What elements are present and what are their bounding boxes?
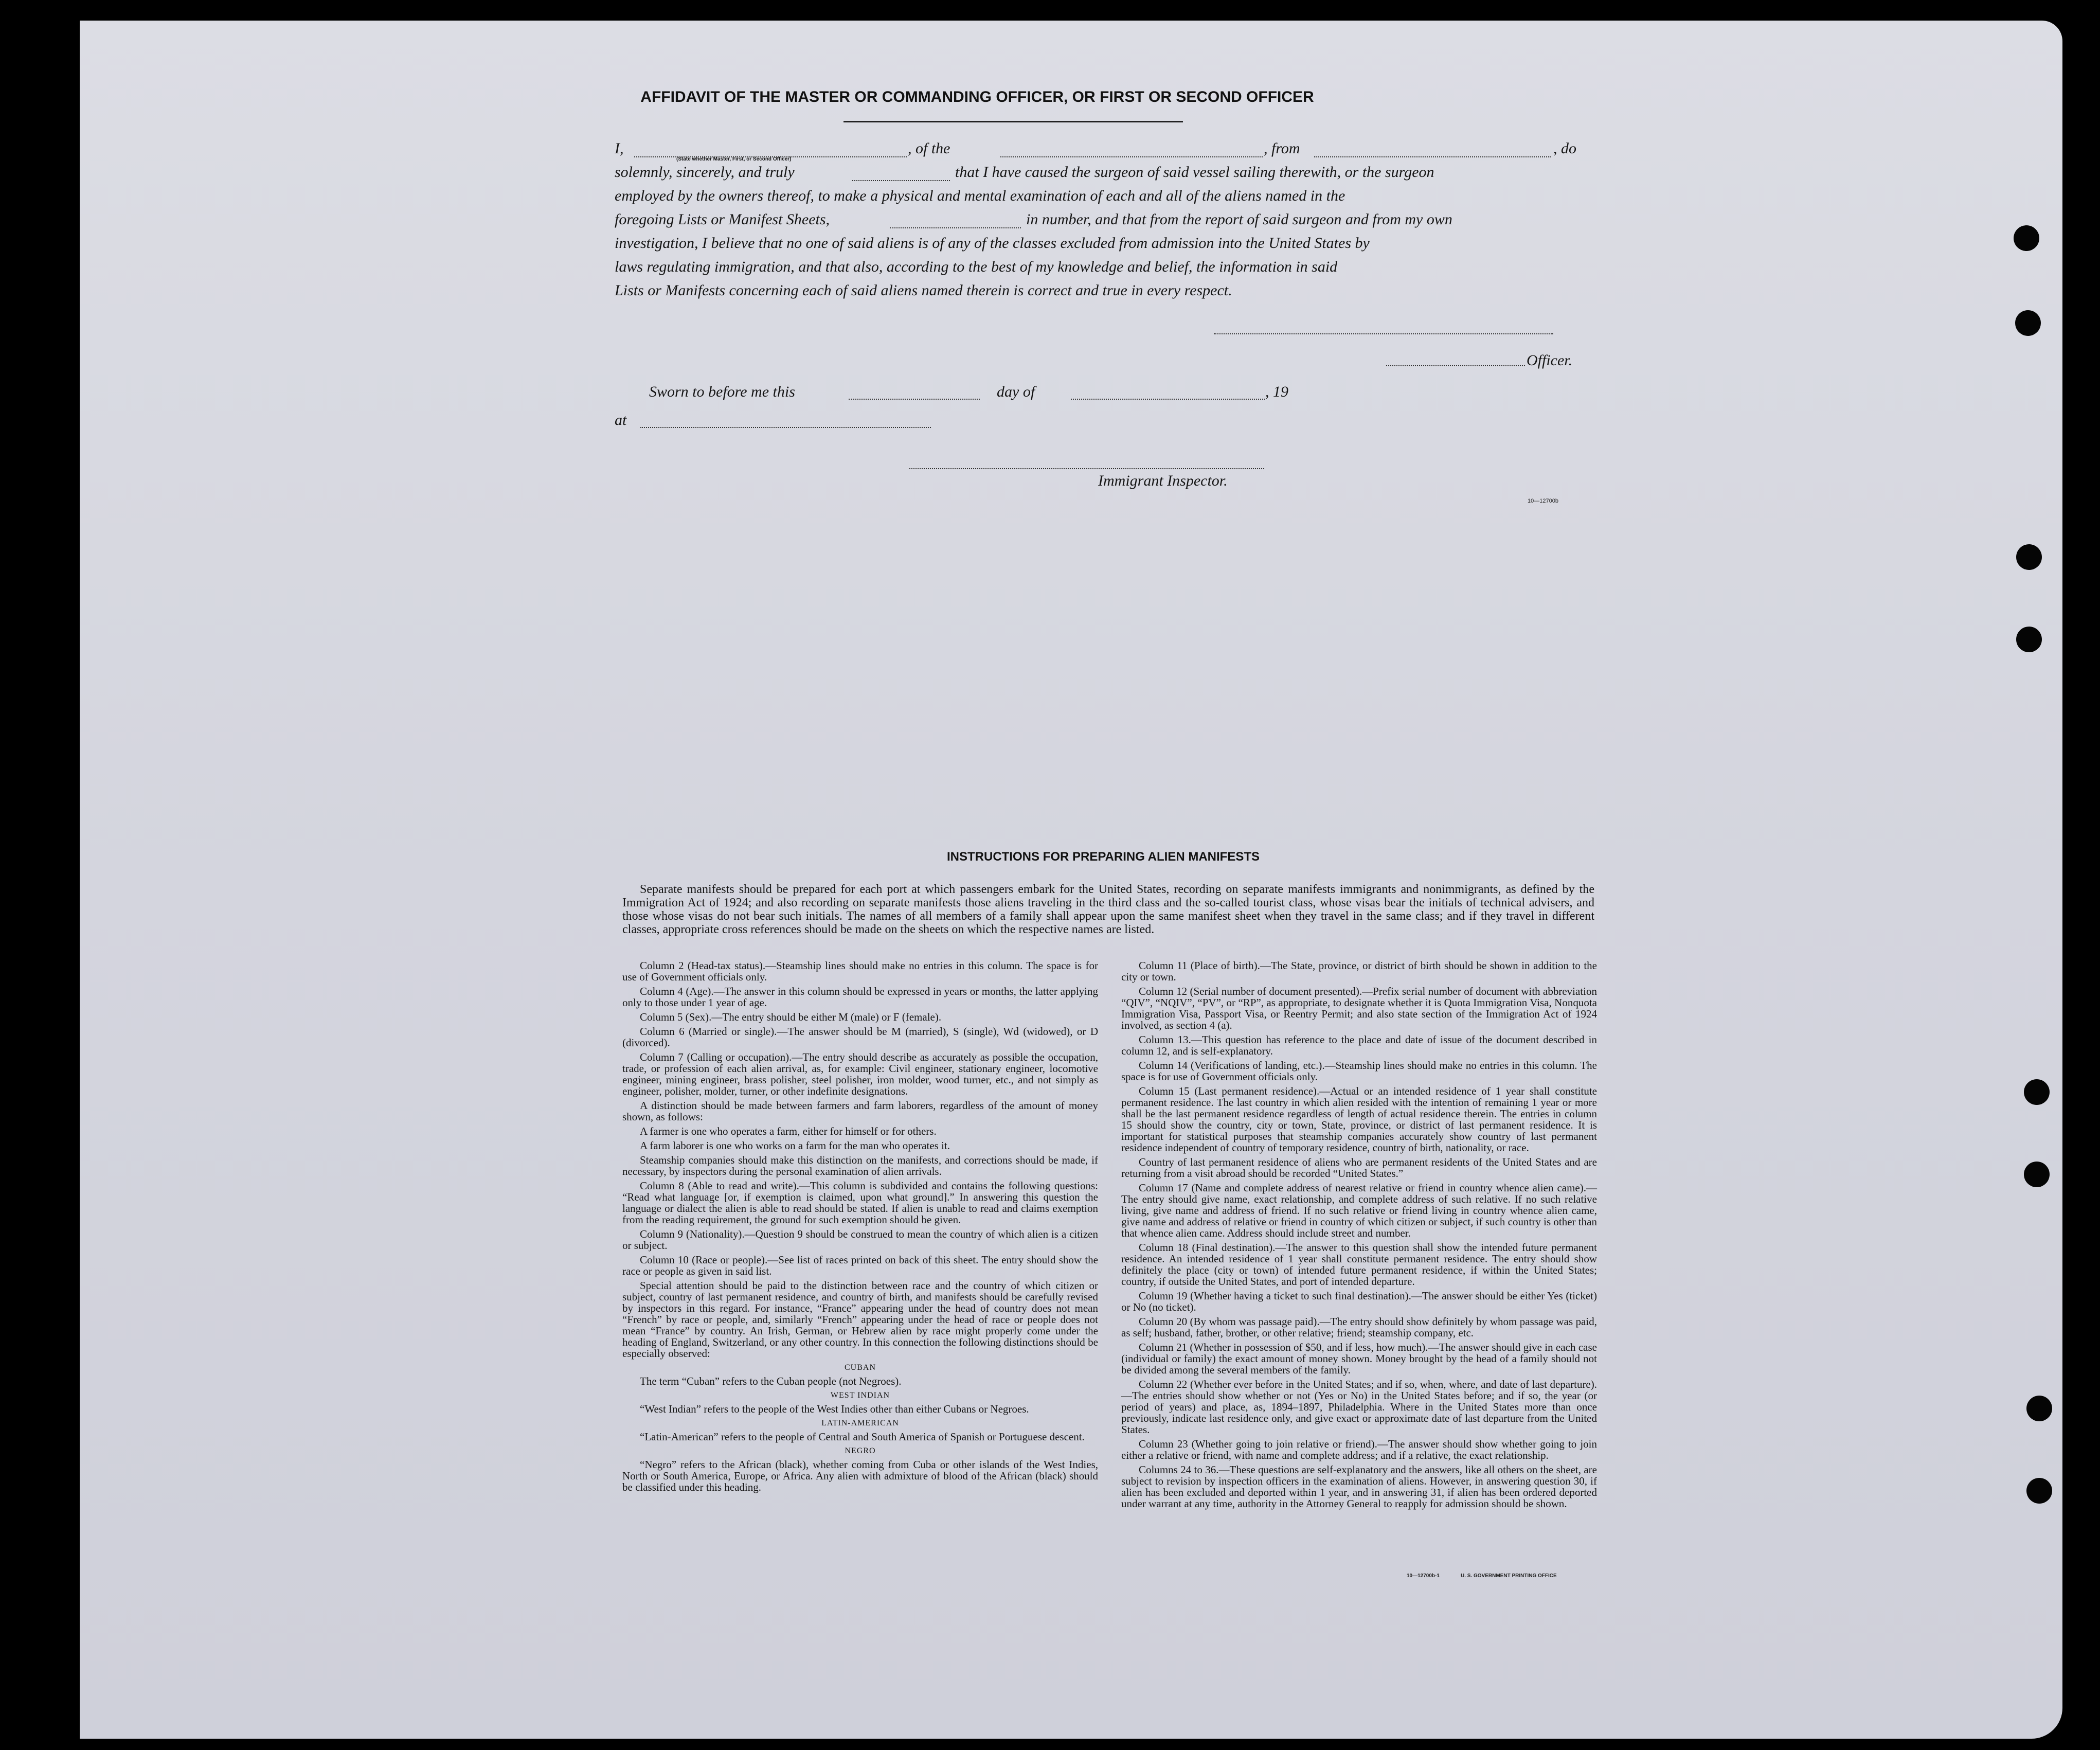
negro-heading: NEGRO — [845, 1447, 876, 1455]
column-7-note: Column 7 (Calling or occupation).—The entry should describe as accurately as possible the occupation, trade, or profession of each alien arrival, as, for example: Civil engineer, stationary engineer, locomotive engineer, mining engineer, brass polisher, steel polisher, iron molder, wood turner, etc., and not simply as engineer, polisher, molder, turner, or other indefinite designations. — [622, 1051, 1098, 1097]
binder-hole — [2016, 627, 2042, 652]
negro-note: “Negro” refers to the African (black), whether coming from Cuba or other islands of the West Indies, North or South America, Europe, or Africa. Any alien with admixture of blood of the African (black) should be classified under this heading. — [622, 1458, 1098, 1493]
binder-hole — [2016, 544, 2042, 570]
column-19-note: Column 19 (Whether having a ticket to such final destination).—The answer should be either Yes (ticket) or No (no ticket). — [1121, 1290, 1597, 1313]
binder-hole — [2026, 1396, 2052, 1421]
column-21-note: Column 21 (Whether in possession of $50, and if less, how much).—The answer should give in each case (individual or family) the exact amount of money shown. Money brought by the head of a family should not be divided among the several members of the family. — [1121, 1341, 1597, 1376]
inspector-signature-line[interactable] — [909, 468, 1264, 469]
affidavit-body — [615, 140, 1587, 371]
farmer-note: A farmer is one who operates a farm, either for himself or for others. — [640, 1125, 937, 1137]
affidavit-do: , do — [1553, 140, 1576, 157]
oath-field[interactable] — [852, 180, 950, 181]
instructions-left-column — [622, 960, 1098, 1496]
affidavit-line-4b: in number, and that from the report of said surgeon and from my own — [1026, 211, 1452, 228]
at-label: at — [615, 412, 627, 428]
affidavit-line-7: Lists or Manifests concerning each of said aliens named therein is correct and true in every respect. — [615, 282, 1232, 299]
steamship-note: Steamship companies should make this distinction on the manifests, and corrections should be made, if necessary, by inspectors during the personal examination of alien arrivals. — [622, 1154, 1098, 1177]
column-20-note: Column 20 (By whom was passage paid).—The entry should show definitely by whom passage was paid, as self; husband, father, brother, or other relative; friend; steamship company, etc. — [1121, 1315, 1597, 1339]
column-8-note: Column 8 (Able to read and write).—This column is subdivided and contains the following questions: “Read what language [or, if exemption is claimed, upon what ground].” In answering this question the language or dialect the alien is able to read should be stated. If alien is unable to read and claims exemption from the reading requirement, the ground for such exemption should be given. — [622, 1180, 1098, 1226]
binder-hole — [2024, 1079, 2050, 1105]
column-12-note: Column 12 (Serial number of document presented).—Prefix serial number of document with abbreviation “QIV”, “NQIV”, “PV”, or “RP”, as appropriate, to designate whether it is Quota Immigration Visa, Nonquota Immigration Visa, Passport Visa, or Reentry Permit; and also state section of the Immigration Act of 1924 involved, as section 4 (a). — [1121, 985, 1597, 1031]
column-15-returning-note: Country of last permanent residence of aliens who are permanent residents of the United States and are returning from a visit abroad should be recorded “United States.” — [1121, 1156, 1597, 1180]
binder-hole — [2024, 1162, 2050, 1187]
columns-24-36-note: Columns 24 to 36.—These questions are self-explanatory and the answers, like all others on the sheet, are subject to revision by inspection officers in the examination of aliens. However, in answering question 30, if alien has been excluded and deported within 1 year, and in answering 31, if alien has been ordered deported under warrant at any time, authority in the Attorney General to reapply for admission should be shown. — [1121, 1463, 1597, 1510]
column-9-note: Column 9 (Nationality).—Question 9 should be construed to mean the country of which alien is a citizen or subject. — [622, 1228, 1098, 1252]
column-2-note: Column 2 (Head-tax status).—Steamship lines should make no entries in this column. The space is for use of Government officials only. — [622, 959, 1098, 983]
column-11-note: Column 11 (Place of birth).—The State, province, or district of birth should be shown in addition to the city or town. — [1121, 959, 1597, 983]
affidavit-line-3: employed by the owners thereof, to make a physical and mental examination of each and all of the aliens named in the — [615, 187, 1345, 204]
affidavit-i: I, — [615, 140, 624, 157]
farm-laborer-note: A farm laborer is one who works on a farm for the man who operates it. — [640, 1139, 950, 1152]
inspector-label: Immigrant Inspector. — [1098, 472, 1228, 489]
column-10-note: Column 10 (Race or people).—See list of races printed on back of this sheet. The entry should show the race or people as given in said list. — [622, 1254, 1098, 1277]
sworn-day-field[interactable] — [849, 399, 980, 400]
cuban-note: The term “Cuban” refers to the Cuban people (not Negroes). — [640, 1375, 902, 1387]
affidavit-of-the: , of the — [908, 140, 950, 157]
binder-hole — [2014, 225, 2039, 251]
rank-hint: (State whether Master, First, or Second Officer) — [676, 156, 792, 162]
column-5-note: Column 5 (Sex).—The entry should be either M (male) or F (female). — [640, 1011, 942, 1023]
instructions-intro — [622, 883, 1594, 939]
farm-distinction-note: A distinction should be made between farmers and farm laborers, regardless of the amount of money shown, as follows: — [622, 1099, 1098, 1123]
column-22-note: Column 22 (Whether ever before in the United States; and if so, when, where, and date of last departure).—The entries should show whether or not (Yes or No) in the United States before; and if so, the year (or period of years) and place, as, 1894–1897, Philadelphia. Where in the United States more than once previously, indicate last residence only, and give exact or approximate date of last departure from the United States. — [1121, 1378, 1597, 1436]
day-of-label: day of — [997, 383, 1035, 400]
instructions-right-column — [1121, 960, 1597, 1512]
affidavit-line-6: laws regulating immigration, and that also, according to the best of my knowledge and belief, the information in said — [615, 258, 1338, 275]
officer-line[interactable] — [1386, 365, 1525, 366]
footer-form-code: 10—12700b-1 — [1407, 1573, 1440, 1579]
affidavit-line-5: investigation, I believe that no one of said aliens is of any of the classes excluded from admission into the United States by — [615, 235, 1370, 252]
binder-hole — [2026, 1478, 2052, 1504]
at-place-field[interactable] — [640, 427, 931, 428]
affidavit-title: AFFIDAVIT OF THE MASTER OR COMMANDING OFFICER, OR FIRST OR SECOND OFFICER — [640, 88, 1314, 105]
column-6-note: Column 6 (Married or single).—The answer should be M (married), S (single), Wd (widowed), or D (divorced). — [622, 1025, 1098, 1049]
affidavit-line-2b: that I have caused the surgeon of said vessel sailing therewith, or the surgeon — [955, 164, 1434, 181]
cuban-heading: CUBAN — [844, 1363, 876, 1372]
column-23-note: Column 23 (Whether going to join relative or friend).—The answer should show whether going to join either a relative or friend, with name and complete address; and if a relative, the exact relationship. — [1121, 1438, 1597, 1461]
footer-printing-office: U. S. GOVERNMENT PRINTING OFFICE — [1461, 1573, 1557, 1579]
port-field[interactable] — [1314, 156, 1551, 157]
sworn-month-field[interactable] — [1071, 399, 1265, 400]
intro-text: Separate manifests should be prepared for each port at which passengers embark for the United States, recording on separate manifests immigrants and nonimmigrants, as defined by the Immigration Act of 1924; and also recording on separate manifests those aliens traveling in the third class and the so-called tourist class, whose visas bear the initials of technical advisers, and those whose visas do not bear such initials. The names of all members of a family shall appear upon the same manifest sheet when they travel in the same class; and if they travel in different classes, appropriate cross references should be made on the sheets on which the respective names are listed. — [622, 883, 1594, 936]
column-15-note: Column 15 (Last permanent residence).—Actual or an intended residence of 1 year shall constitute permanent residence. The last country in which alien resided with the intention of remaining 1 year or more shall be the last permanent residence regardless of length of actual residence therein. The entries in column 15 should show the country, city or town, State, province, or district of last permanent residence. It is important for statistical purposes that steamship companies accurately show country of last permanent residence independent of country of temporary residence, country of birth, nationality, or race. — [1121, 1085, 1597, 1154]
sworn-label: Sworn to before me this — [649, 383, 795, 400]
binder-hole — [2015, 310, 2041, 336]
officer-label: Officer. — [1527, 352, 1573, 369]
sheet-count-field[interactable] — [890, 227, 1021, 228]
affidavit-line-4a: foregoing Lists or Manifest Sheets, — [615, 211, 830, 228]
affidavit-from: , from — [1264, 140, 1300, 157]
year-label: , 19 — [1265, 383, 1288, 400]
column-18-note: Column 18 (Final destination).—The answer to this question shall show the intended future permanent residence. An intended residence of 1 year shall constitute permanent residence. The entry should show definitely the place (city or town) of intended future permanent residence, if within the United States; country, if outside the United States, and port of intended departure. — [1121, 1241, 1597, 1288]
column-17-note: Column 17 (Name and complete address of nearest relative or friend in country whence alien came).—The entry should give name, exact relationship, and complete address of such relative. If no such relative living, give name and address of friend. If no such relative or friend living in country whence alien came, give name and address of relative or friend in country of which citizen or subject, if such country is other than that whence alien came. Address should include street and number. — [1121, 1182, 1597, 1239]
west-indian-note: “West Indian” refers to the people of the West Indies other than either Cubans or Negroes. — [640, 1403, 1029, 1415]
affidavit-line-2a: solemnly, sincerely, and truly — [615, 164, 795, 181]
column-13-note: Column 13.—This question has reference to the place and date of issue of the document described in column 12, and is self-explanatory. — [1121, 1033, 1597, 1057]
column-14-note: Column 14 (Verifications of landing, etc.).—Steamship lines should make no entries in this column. The space is for use of Government officials only. — [1121, 1059, 1597, 1083]
vessel-field[interactable] — [1000, 156, 1263, 157]
latin-american-heading: LATIN-AMERICAN — [821, 1419, 899, 1427]
form-code: 10—12700b — [1528, 498, 1558, 504]
latin-american-note: “Latin-American” refers to the people of Central and South America of Spanish or Portuguese descent. — [640, 1431, 1085, 1443]
instructions-title: INSTRUCTIONS FOR PREPARING ALIEN MANIFESTS — [946, 850, 1260, 864]
title-underline — [843, 121, 1183, 122]
column-4-note: Column 4 (Age).—The answer in this column should be expressed in years or months, the latter applying only to those under 1 year of age. — [622, 985, 1098, 1009]
west-indian-heading: WEST INDIAN — [830, 1391, 890, 1400]
special-attention-note: Special attention should be paid to the distinction between race and the country of which citizen or subject, country of last permanent residence, and country of birth, and manifests should be carefully revised by inspectors in this regard. For instance, “France” appearing under the head of country does not mean “French” by race or people, and, similarly “French” appearing under the head of race or people does not mean “France” by country. An Irish, German, or Hebrew alien by race might properly come under the heading of England, Switzerland, or any other country. In this connection the following distinctions should be especially observed: — [622, 1279, 1098, 1360]
signature-line[interactable] — [1214, 333, 1553, 334]
